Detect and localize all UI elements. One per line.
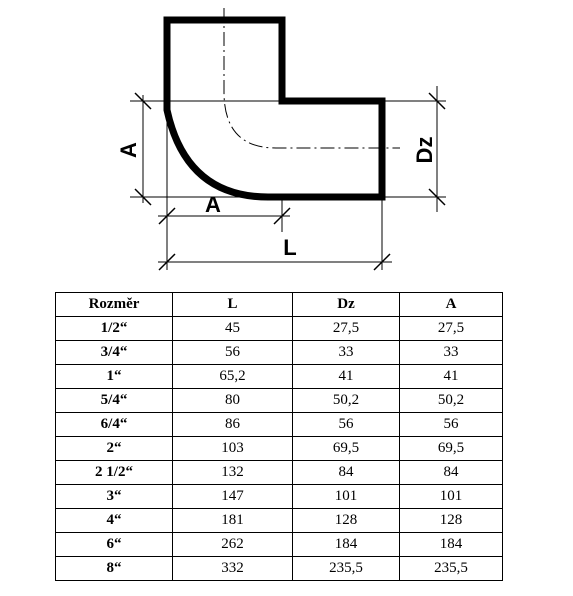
cell-size: 6“: [56, 533, 173, 557]
cell-dz: 27,5: [293, 317, 400, 341]
cell-dz: 69,5: [293, 437, 400, 461]
table-row: [56, 317, 503, 341]
cell-l: 103: [173, 437, 293, 461]
table-row: [56, 557, 503, 581]
cell-l: 181: [173, 509, 293, 533]
cell-dz: 41: [293, 365, 400, 389]
cell-l: 65,2: [173, 365, 293, 389]
cell-dz: 84: [293, 461, 400, 485]
cell-size: 5/4“: [56, 389, 173, 413]
cell-dz: 128: [293, 509, 400, 533]
cell-size: 1“: [56, 365, 173, 389]
table-row: [56, 485, 503, 509]
label-a-horizontal: A: [205, 192, 221, 217]
cell-l: 132: [173, 461, 293, 485]
cell-l: 45: [173, 317, 293, 341]
cell-a: 128: [400, 509, 503, 533]
cell-a: 184: [400, 533, 503, 557]
cell-a: 69,5: [400, 437, 503, 461]
cell-size: 1/2“: [56, 317, 173, 341]
label-a-vertical: A: [116, 142, 141, 158]
table-row: [56, 341, 503, 365]
table-row: [56, 365, 503, 389]
header-dz: Dz: [293, 293, 400, 317]
cell-dz: 101: [293, 485, 400, 509]
cell-dz: 184: [293, 533, 400, 557]
header-l: L: [173, 293, 293, 317]
cell-l: 56: [173, 341, 293, 365]
table-row: [56, 509, 503, 533]
elbow-outline: [167, 20, 382, 197]
cell-size: 3“: [56, 485, 173, 509]
table-row: [56, 389, 503, 413]
cell-size: 2“: [56, 437, 173, 461]
cell-dz: 50,2: [293, 389, 400, 413]
cell-l: 332: [173, 557, 293, 581]
cell-size: 6/4“: [56, 413, 173, 437]
table-row: [56, 437, 503, 461]
table-row: [56, 461, 503, 485]
cell-size: 3/4“: [56, 341, 173, 365]
cell-a: 101: [400, 485, 503, 509]
cell-size: 4“: [56, 509, 173, 533]
cell-l: 86: [173, 413, 293, 437]
cell-size: 8“: [56, 557, 173, 581]
cell-l: 147: [173, 485, 293, 509]
header-size: Rozměr: [56, 293, 173, 317]
cell-l: 80: [173, 389, 293, 413]
cell-a: 33: [400, 341, 503, 365]
cell-dz: 56: [293, 413, 400, 437]
cell-a: 41: [400, 365, 503, 389]
label-l: L: [283, 235, 297, 260]
cell-a: 84: [400, 461, 503, 485]
table-row: [56, 533, 503, 557]
cell-l: 262: [173, 533, 293, 557]
header-a: A: [400, 293, 503, 317]
cell-a: 56: [400, 413, 503, 437]
table-row: [56, 413, 503, 437]
centerline: [224, 8, 400, 148]
cell-dz: 33: [293, 341, 400, 365]
label-dz: Dz: [412, 136, 437, 164]
cell-a: 50,2: [400, 389, 503, 413]
cell-size: 2 1/2“: [56, 461, 173, 485]
cell-a: 235,5: [400, 557, 503, 581]
cell-dz: 235,5: [293, 557, 400, 581]
dimensions-table: [55, 292, 503, 581]
elbow-fitting-diagram: [0, 0, 573, 285]
cell-a: 27,5: [400, 317, 503, 341]
table-header-row: [56, 293, 503, 317]
